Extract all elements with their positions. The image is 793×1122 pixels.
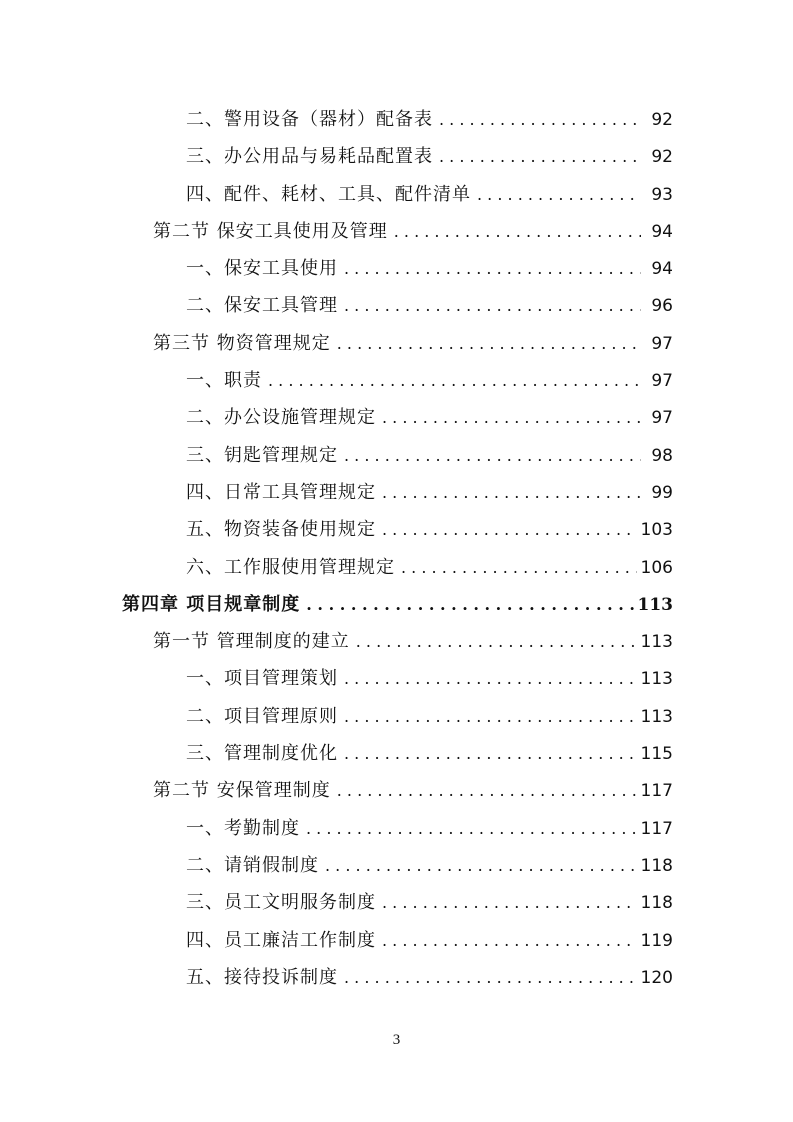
toc-entry-title: 二、项目管理原则 <box>186 705 338 727</box>
toc-entry-title: 五、物资装备使用规定 <box>186 519 376 541</box>
toc-leader-dots <box>439 138 641 175</box>
toc-entry[interactable] <box>0 101 793 138</box>
toc-entry[interactable] <box>0 474 793 511</box>
toc-entry-page: 97 <box>651 333 673 354</box>
toc-entry[interactable] <box>0 325 793 362</box>
toc-entry-page: 119 <box>640 930 673 951</box>
toc-entry-title: 三、管理制度优化 <box>186 743 338 765</box>
toc-entry[interactable] <box>0 623 793 660</box>
toc-entry[interactable] <box>0 250 793 287</box>
toc-leader-dots <box>306 586 633 623</box>
toc-leader-dots <box>382 922 637 959</box>
toc-entry[interactable] <box>0 772 793 809</box>
toc-entry[interactable] <box>0 138 793 175</box>
toc-entry-title: 第一节 管理制度的建立 <box>153 631 350 653</box>
toc-entry-page: 113 <box>640 706 673 727</box>
toc-entry-page: 118 <box>640 893 673 914</box>
toc-entry-title: 第四章 项目规章制度 <box>122 593 301 615</box>
toc-entry-title: 三、员工文明服务制度 <box>186 892 376 914</box>
toc-entry[interactable] <box>0 922 793 959</box>
toc-entry-page: 106 <box>640 557 673 578</box>
toc-leader-dots <box>382 884 637 921</box>
toc-entry-title: 一、项目管理策划 <box>186 668 338 690</box>
toc-entry-title: 四、日常工具管理规定 <box>186 481 376 503</box>
toc-entry-title: 三、钥匙管理规定 <box>186 444 338 466</box>
toc-entry-page: 92 <box>651 110 673 130</box>
toc-entry-title: 二、保安工具管理 <box>186 295 338 317</box>
table-of-contents <box>0 101 793 996</box>
toc-entry-page: 94 <box>651 259 673 280</box>
toc-leader-dots <box>356 623 637 660</box>
toc-entry[interactable] <box>0 959 793 996</box>
toc-leader-dots <box>344 287 641 324</box>
toc-entry-page: 117 <box>640 781 673 802</box>
toc-entry-page: 117 <box>640 818 673 839</box>
toc-entry-page: 96 <box>651 296 673 317</box>
toc-entry-page: 97 <box>651 371 673 392</box>
toc-entry[interactable] <box>0 586 793 623</box>
toc-entry-page: 115 <box>640 744 673 765</box>
toc-entry[interactable] <box>0 287 793 324</box>
toc-entry-page: 99 <box>651 482 673 503</box>
toc-entry[interactable] <box>0 399 793 436</box>
toc-entry-title: 二、办公设施管理规定 <box>186 407 376 429</box>
toc-leader-dots <box>382 474 641 511</box>
toc-leader-dots <box>337 772 637 809</box>
toc-leader-dots <box>344 735 637 772</box>
toc-leader-dots <box>394 213 641 250</box>
toc-entry[interactable] <box>0 698 793 735</box>
toc-leader-dots <box>337 325 641 362</box>
toc-entry-page: 120 <box>640 967 673 988</box>
toc-leader-dots <box>477 176 641 213</box>
toc-entry[interactable] <box>0 549 793 586</box>
toc-entry-title: 六、工作服使用管理规定 <box>186 556 395 578</box>
toc-entry[interactable] <box>0 362 793 399</box>
toc-entry-title: 四、员工廉洁工作制度 <box>186 929 376 951</box>
toc-leader-dots <box>401 549 637 586</box>
toc-entry-page: 113 <box>640 632 673 653</box>
toc-entry[interactable] <box>0 511 793 548</box>
page-number: 3 <box>392 1032 401 1048</box>
toc-entry-title: 二、警用设备（器材）配备表 <box>186 109 433 130</box>
toc-entry-page: 94 <box>651 221 673 242</box>
toc-entry[interactable] <box>0 213 793 250</box>
toc-entry-page: 113 <box>637 594 673 615</box>
toc-entry-page: 103 <box>640 520 673 541</box>
toc-entry[interactable] <box>0 660 793 697</box>
toc-leader-dots <box>344 959 637 996</box>
toc-leader-dots <box>439 101 641 138</box>
toc-entry-title: 五、接待投诉制度 <box>186 966 338 988</box>
toc-entry-title: 第三节 物资管理规定 <box>153 332 331 354</box>
toc-entry-page: 98 <box>651 445 673 466</box>
toc-entry-title: 三、办公用品与易耗品配置表 <box>186 146 433 168</box>
toc-entry-page: 93 <box>651 184 673 205</box>
toc-leader-dots <box>306 810 637 847</box>
toc-entry-title: 一、职责 <box>186 370 262 392</box>
toc-leader-dots <box>382 399 641 436</box>
toc-leader-dots <box>382 511 637 548</box>
toc-leader-dots <box>325 847 637 884</box>
toc-entry[interactable] <box>0 437 793 474</box>
toc-leader-dots <box>268 362 641 399</box>
toc-entry-title: 二、请销假制度 <box>186 854 319 876</box>
toc-entry-page: 113 <box>640 669 673 690</box>
toc-entry[interactable] <box>0 810 793 847</box>
toc-entry-page: 118 <box>640 855 673 876</box>
toc-entry-title: 第二节 安保管理制度 <box>153 780 331 802</box>
toc-entry-title: 第二节 保安工具使用及管理 <box>153 220 388 242</box>
toc-entry-page: 92 <box>651 147 673 168</box>
toc-entry-title: 一、保安工具使用 <box>186 258 338 280</box>
toc-entry[interactable] <box>0 176 793 213</box>
toc-entry[interactable] <box>0 884 793 921</box>
toc-entry-page: 97 <box>651 408 673 429</box>
toc-entry[interactable] <box>0 735 793 772</box>
toc-entry-title: 一、考勤制度 <box>186 817 300 839</box>
toc-leader-dots <box>344 437 641 474</box>
toc-leader-dots <box>344 250 641 287</box>
toc-leader-dots <box>344 698 637 735</box>
toc-entry[interactable] <box>0 847 793 884</box>
toc-entry-title: 四、配件、耗材、工具、配件清单 <box>186 183 471 205</box>
toc-leader-dots <box>344 660 637 697</box>
